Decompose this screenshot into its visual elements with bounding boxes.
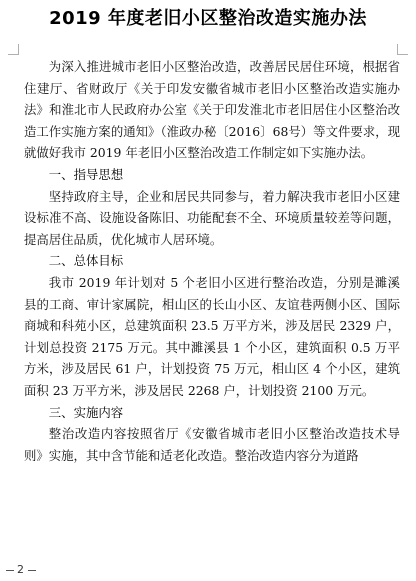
margin-corner-mark xyxy=(8,44,19,55)
document-title: 2019 年度老旧小区整治改造实施办法 xyxy=(49,8,367,29)
paragraph-intro: 为深入推进城市老旧小区整治改造，改善居民居住环境，根据省住建厅、省财政厅《关于印发安徽省城市老旧小区整治改造实施办法》和淮北市人民政府办公室《关于印发淮北市老旧居住小区整治改造工作实施方案的通知》（淮政办秘〔2016〕68号）等文件要求，现就做好我市 2019 年老旧小区整治改造工作制定如下实施办法。 xyxy=(24,59,400,161)
paragraph-overall-goal: 我市 2019 年计划对 5 个老旧小区进行整治改造，分别是濉溪县的工商、审计家属院，相山区的长山小区、友谊巷两侧小区、国际商城和科苑小区，总建筑面积 23.5 万平方米，涉及居民 2329 户，计划总投资 2175 万元。其中濉溪县 1 个小区，建筑面积 0.5 万平方米，涉及居民 61 户，计划投资 75 万元，相山区 4 个小区，建筑面积 23 万平方米，涉及居民 2268 户，计划投资 2100 万元。 xyxy=(24,274,400,398)
paragraph-guiding-ideology: 坚持政府主导，企业和居民共同参与，着力解决我市老旧小区建设标准不高、设施设备陈旧、功能配套不全、环境质量较差等问题，提高居住品质，优化城市人居环境。 xyxy=(24,188,400,247)
paragraph-implementation: 整治改造内容按照省厅《安徽省城市老旧小区整治改造技术导则》实施，其中含节能和适老化改造。整治改造内容分为道路 xyxy=(24,426,400,463)
page-number-marker xyxy=(0,561,44,581)
page-number: 2 xyxy=(17,563,24,576)
section-heading-guiding-ideology: 一、指导思想 xyxy=(48,166,124,182)
page-marker-dash-right xyxy=(28,570,36,571)
margin-corner-mark xyxy=(397,44,408,55)
document-body xyxy=(24,56,400,466)
section-heading-implementation: 三、实施内容 xyxy=(48,404,124,420)
section-heading-overall-goal: 二、总体目标 xyxy=(48,253,124,269)
page-marker-dash-left xyxy=(6,570,14,571)
